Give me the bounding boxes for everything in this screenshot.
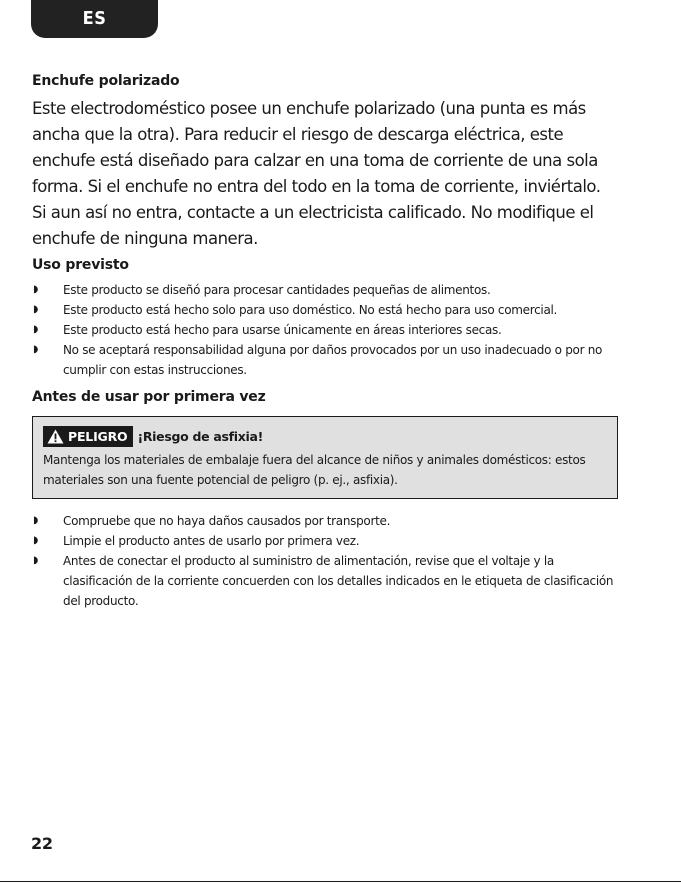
bullet-icon: ◗ (33, 324, 38, 335)
list-item: ◗ Limpie el producto antes de usarlo por primera vez. (32, 531, 622, 551)
list-item: ◗ No se aceptará responsabilidad alguna por daños provocados por un uso inadecuado o por no cumplir con estas instrucciones. (32, 340, 622, 380)
page-content (32, 72, 622, 611)
bullet-icon: ◗ (33, 284, 38, 295)
heading-polarized-plug: Enchufe polarizado (32, 73, 180, 89)
warning-header (43, 425, 617, 447)
bullet-icon: ◗ (33, 535, 38, 546)
bullet-icon: ◗ (33, 515, 38, 526)
heading-before-first-use: Antes de usar por primera vez (32, 389, 266, 405)
intended-use-list (32, 280, 622, 380)
before-first-use-list (32, 511, 622, 611)
danger-badge: PELIGRO (43, 426, 133, 447)
bullet-icon: ◗ (33, 555, 38, 566)
footer-divider (0, 881, 681, 882)
list-item: ◗ Este producto está hecho solo para uso doméstico. No está hecho para uso comercial. (32, 300, 622, 320)
bullet-icon: ◗ (33, 344, 38, 355)
language-tab: ES (31, 0, 158, 38)
polarized-plug-text: Este electrodoméstico posee un enchufe polarizado (una punta es más ancha que la otra). Para reducir el riesgo de descarga eléctrica, este enchufe está diseñado para calzar en una toma de corriente de una sola forma. Si el enchufe no entra del todo en la toma de corriente, inviértalo. Si aun así no entra, contacte a un electricista calificado. No modifique el enchufe de ninguna manera. (32, 99, 601, 248)
warning-title: ¡Riesgo de asfixia! (137, 428, 264, 444)
page-number: 22 (31, 834, 53, 853)
list-item: ◗ Este producto se diseñó para procesar cantidades pequeñas de alimentos. (32, 280, 622, 300)
list-item: ◗ Compruebe que no haya daños causados por transporte. (32, 511, 622, 531)
heading-intended-use: Uso previsto (32, 257, 129, 273)
danger-warning-box (32, 416, 618, 499)
list-item: ◗ Este producto está hecho para usarse únicamente en áreas interiores secas. (32, 320, 622, 340)
warning-triangle-icon (47, 429, 64, 444)
bullet-icon: ◗ (33, 304, 38, 315)
warning-text: Mantenga los materiales de embalaje fuera del alcance de niños y animales domésticos: estos materiales son una fuente potencial de peligro (p. ej., asfixia). (43, 453, 586, 487)
list-item: ◗ Antes de conectar el producto al suministro de alimentación, revise que el voltaje y la clasificación de la corriente concuerden con los detalles indicados en le etiqueta de clasificación del producto. (32, 551, 622, 611)
